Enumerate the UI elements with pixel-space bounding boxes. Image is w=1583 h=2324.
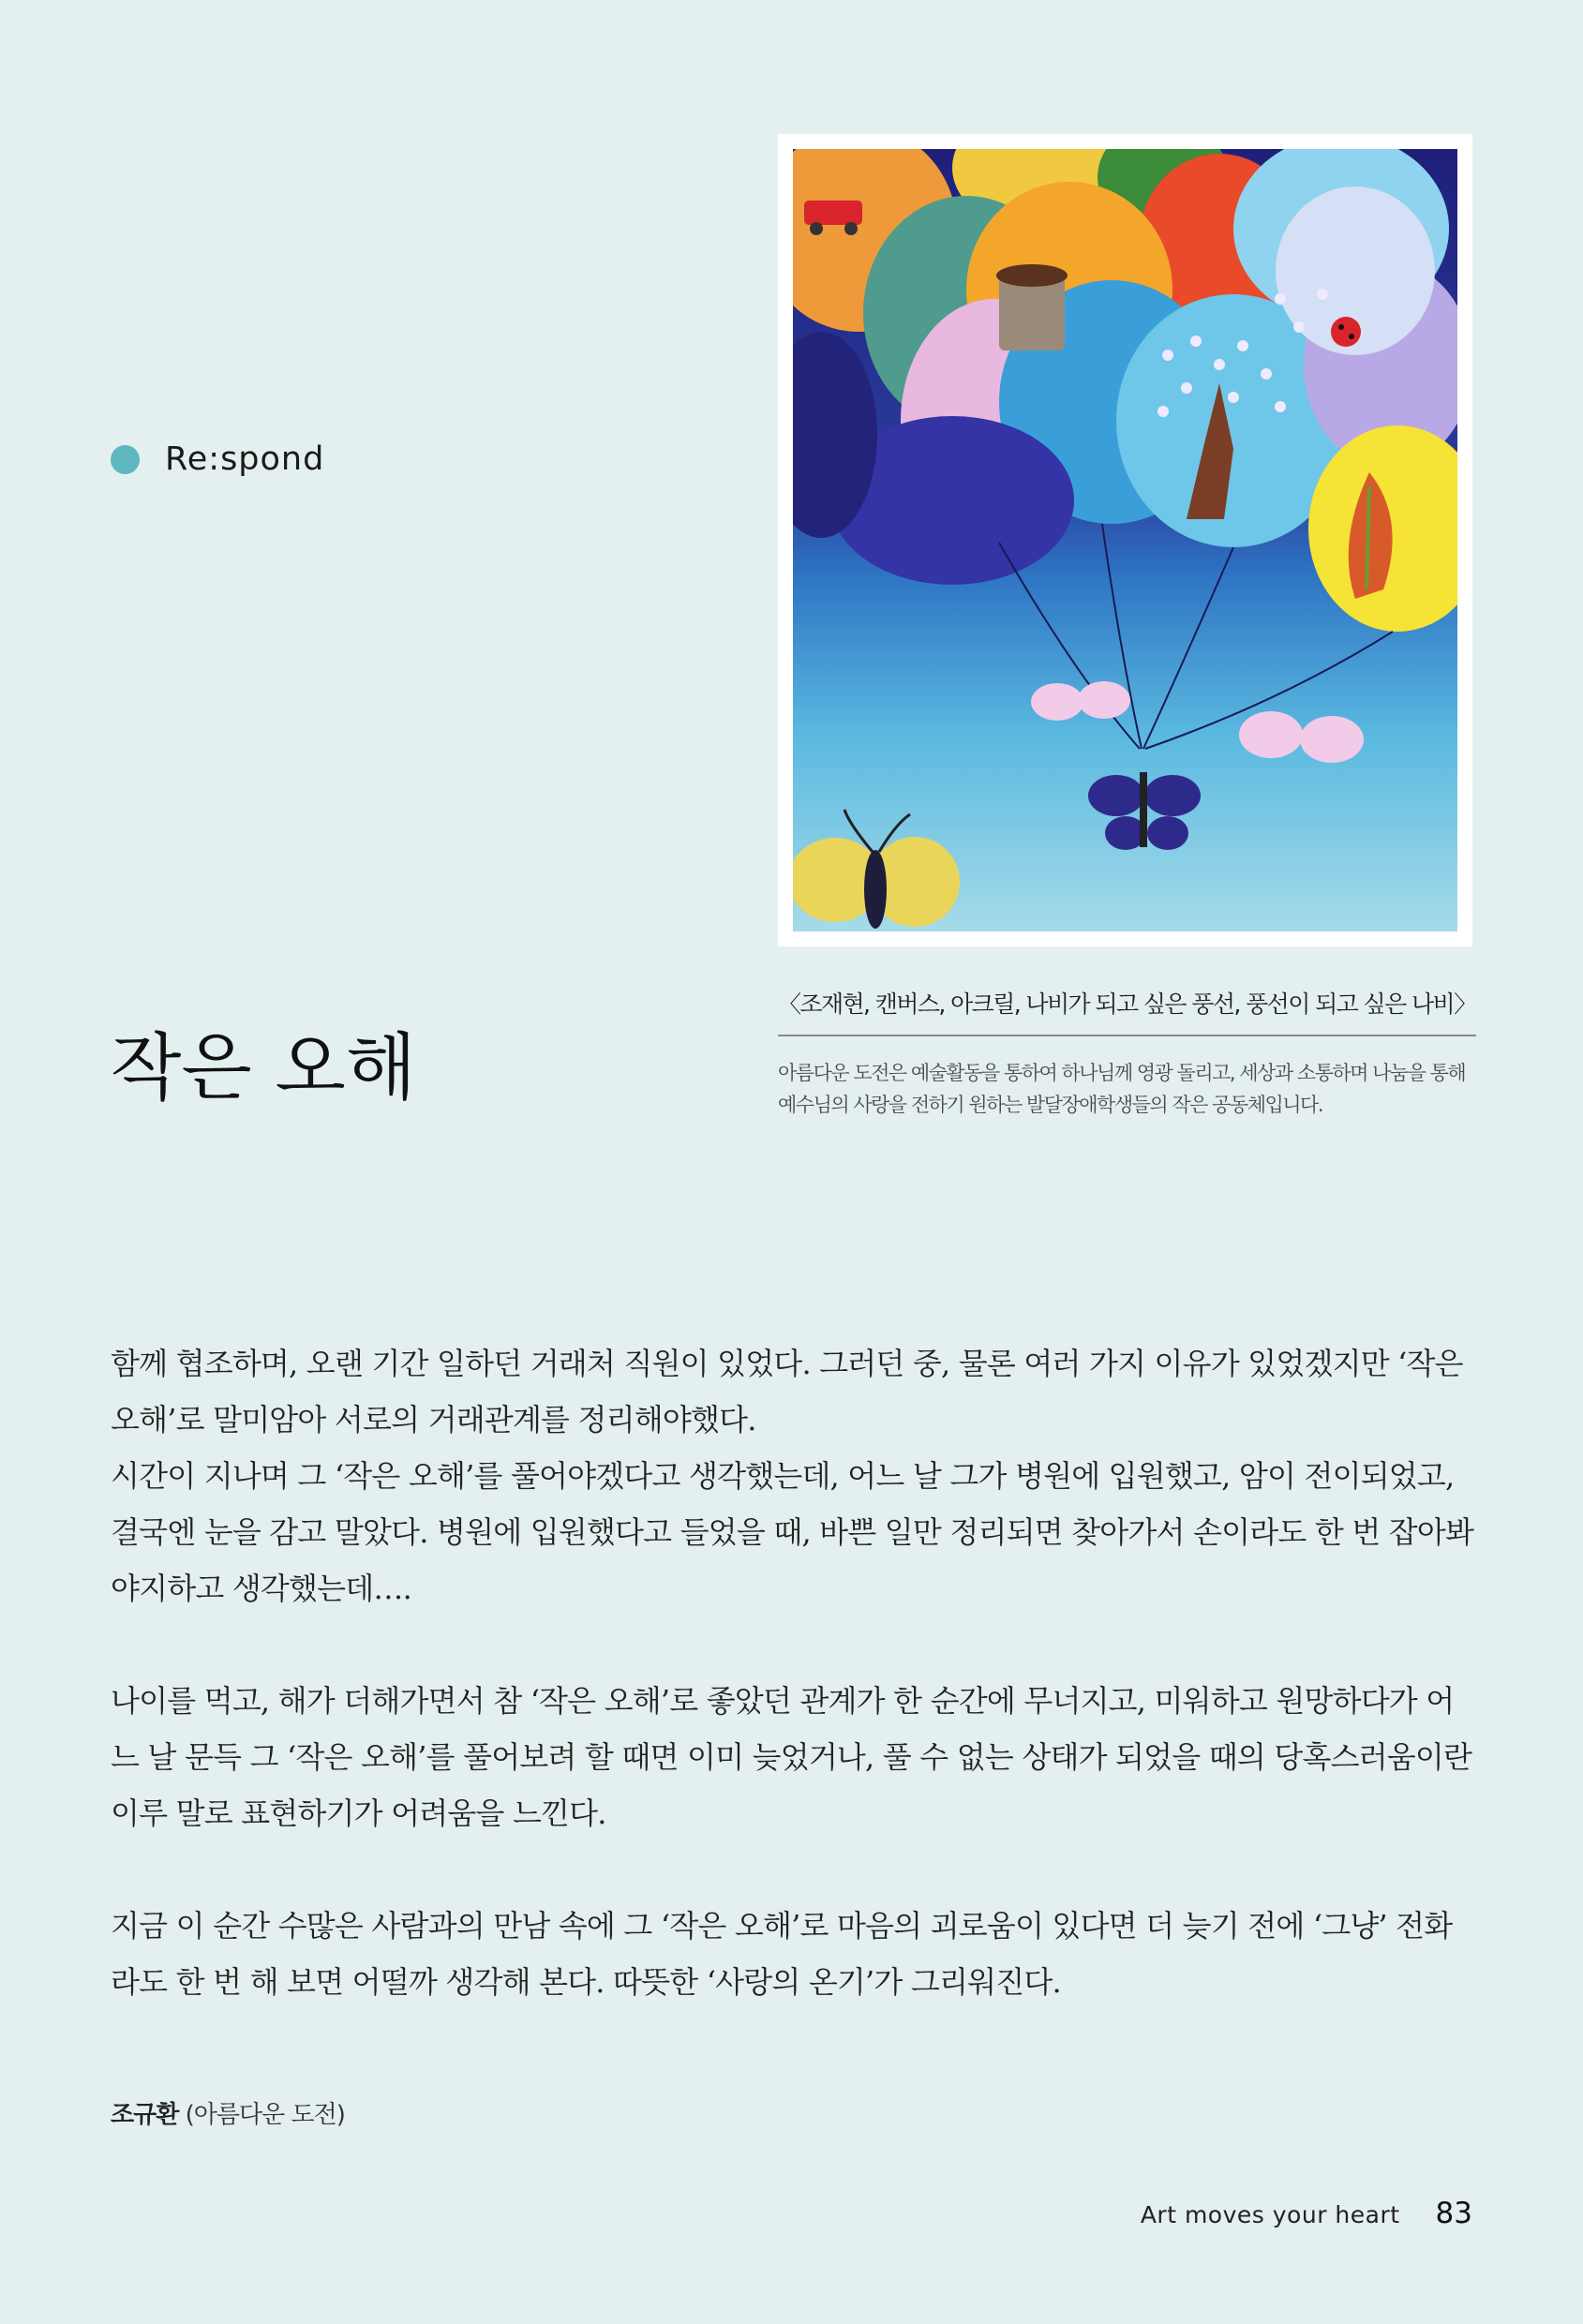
page-footer	[1141, 2197, 1472, 2230]
artwork-caption: 〈조재현, 캔버스, 아크릴, 나비가 되고 싶은 풍선, 풍선이 되고 싶은 나비〉	[778, 986, 1476, 1036]
section-dot-icon	[111, 445, 140, 474]
article-paragraph-1: 함께 협조하며, 오랜 기간 일하던 거래처 직원이 있었다. 그러던 중, 물론 여러 가지 이유가 있었겠지만 ‘작은 오해’로 말미암아 서로의 거래관계를 정리해야했다.	[111, 1346, 1463, 1438]
section-label-text: Re:spond	[165, 440, 325, 478]
artwork-painting	[793, 149, 1457, 931]
page-number: 83	[1435, 2197, 1472, 2230]
section-label	[111, 440, 324, 478]
article-title: 작은 오해	[111, 1026, 417, 1110]
author-organization: (아름다운 도전)	[178, 2101, 345, 2129]
article-paragraph-4: 지금 이 순간 수많은 사람과의 만남 속에 그 ‘작은 오해’로 마음의 괴로움이 있다면 더 늦기 전에 ‘그냥’ 전화라도 한 번 해 보면 어떨까 생각해 본다. 따뜻한 ‘사랑의 온기’가 그리워진다.	[111, 1908, 1453, 2000]
artwork-description: 아름다운 도전은 예술활동을 통하여 하나님께 영광 돌리고, 세상과 소통하며 나눔을 통해 예수님의 사랑을 전하기 원하는 발달장애학생들의 작은 공동체입니다.	[778, 1062, 1466, 1116]
article-paragraph-3: 나이를 먹고, 해가 더해가면서 참 ‘작은 오해’로 좋았던 관계가 한 순간에 무너지고, 미워하고 원망하다가 어느 날 문득 그 ‘작은 오해’를 풀어보려 할 때면 이미 늦었거나, 풀 수 없는 상태가 되었을 때의 당혹스러움이란 이루 말로 표현하기가 어려움을 느낀다.	[111, 1683, 1472, 1831]
author-credit	[111, 2095, 345, 2130]
article-body	[111, 1335, 1474, 2010]
author-name: 조규환	[111, 2101, 179, 2129]
footer-tagline: Art moves your heart	[1140, 2201, 1400, 2228]
article-paragraph-2: 시간이 지나며 그 ‘작은 오해’를 풀어야겠다고 생각했는데, 어느 날 그가 병원에 입원했고, 암이 전이되었고, 결국엔 눈을 감고 말았다. 병원에 입원했다고 들었을 때, 바쁜 일만 정리되면 찾아가서 손이라도 한 번 잡아봐야지하고 생각했는데….	[111, 1458, 1474, 1606]
artwork-frame	[778, 134, 1472, 946]
balloon-painting-image	[793, 149, 1457, 931]
